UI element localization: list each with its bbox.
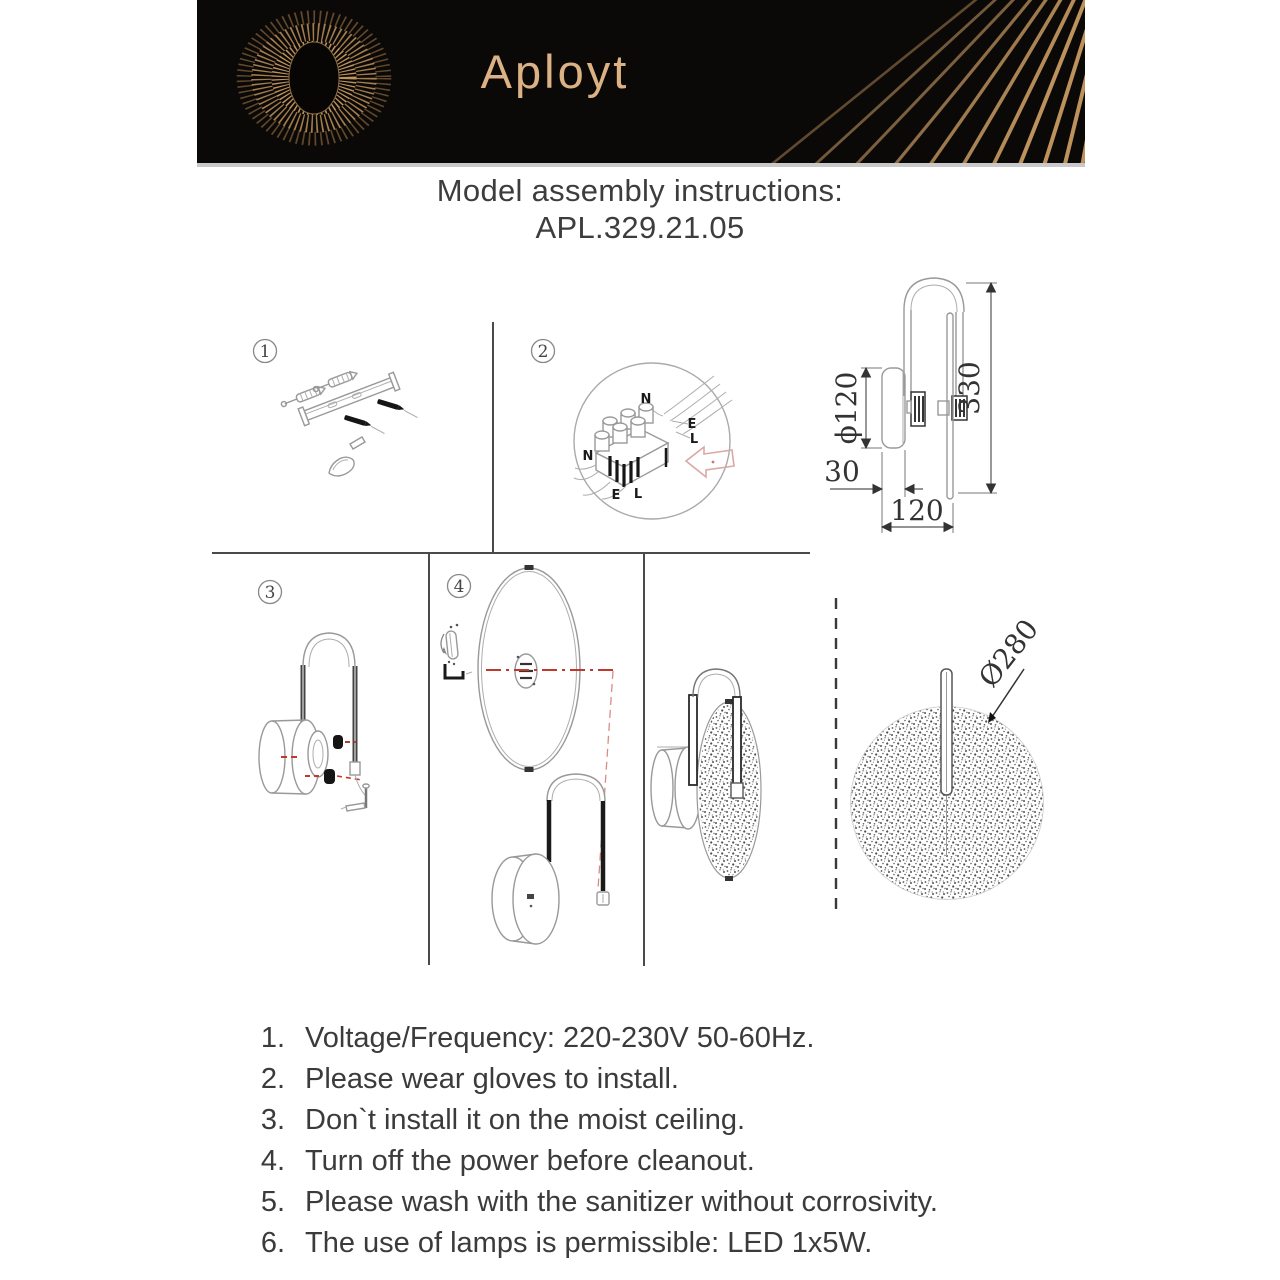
instruction-text: Voltage/Frequency: 220-230V 50-60Hz. (305, 1022, 815, 1054)
instruction-item (237, 1223, 1077, 1264)
instruction-text: The use of lamps is permissible: LED 1x5W. (305, 1227, 873, 1259)
screw-icon (343, 415, 386, 434)
page-title: Model assembly instructions: (436, 173, 844, 208)
dim-width: 120 (890, 494, 944, 527)
wire-label-l-right: L (689, 432, 699, 447)
wire-label-e-bottom: E (611, 488, 621, 503)
dim-plate-diameter: ϕ120 (830, 371, 863, 445)
terminal-block (595, 403, 668, 487)
brand-wordmark: Aployt (480, 45, 630, 98)
instruction-number: 6. (260, 1227, 285, 1259)
instruction-number: 5. (260, 1186, 285, 1218)
instruction-item (237, 1059, 1077, 1100)
instruction-number: 4. (260, 1145, 285, 1177)
step-1-badge: 1 (259, 342, 271, 362)
instruction-item (237, 1100, 1077, 1141)
step-2-badge: 2 (537, 342, 549, 362)
instruction-text: Turn off the power before cleanout. (305, 1145, 755, 1177)
wire-label-n-top: N (640, 392, 652, 407)
instruction-number: 3. (260, 1104, 285, 1136)
step-1-drawing (280, 370, 419, 476)
shade-diameter-drawing (851, 613, 1046, 900)
dim-height: 330 (953, 361, 986, 415)
wire-label-l-bottom: L (633, 487, 643, 502)
dim-depth: 30 (824, 455, 860, 488)
instruction-text: Please wash with the sanitizer without corrosivity. (305, 1186, 938, 1218)
title-block (0, 172, 1280, 246)
sunburst-logo-icon (245, 17, 384, 139)
instruction-list (237, 1018, 1077, 1264)
assembled-view-drawing (651, 669, 761, 881)
instruction-number: 2. (260, 1063, 285, 1095)
instruction-text: Don`t install it on the moist ceiling. (305, 1104, 746, 1136)
step-2-drawing (574, 363, 734, 519)
step-4-badge: 4 (453, 577, 465, 597)
technical-drawings (190, 255, 1090, 1015)
instruction-number: 1. (260, 1022, 285, 1054)
instruction-item (237, 1018, 1077, 1059)
step-3-badge: 3 (264, 583, 276, 603)
screw-icon (376, 399, 419, 418)
step-badges (254, 340, 555, 604)
wire-label-e-right: E (687, 417, 697, 432)
step-4-drawing (441, 565, 613, 944)
model-number: APL.329.21.05 (535, 210, 745, 245)
rays-decoration-icon (762, 0, 1085, 163)
dimension-drawing (824, 278, 997, 533)
instruction-item (237, 1141, 1077, 1182)
step-3-drawing (259, 633, 369, 811)
instruction-item (237, 1182, 1077, 1223)
brand-banner (197, 0, 1085, 167)
clip-part-icon (441, 624, 472, 678)
wire-label-n-left: N (582, 449, 594, 464)
dim-shade-diameter: Ø280 (971, 612, 1046, 694)
instruction-text: Please wear gloves to install. (305, 1063, 679, 1095)
